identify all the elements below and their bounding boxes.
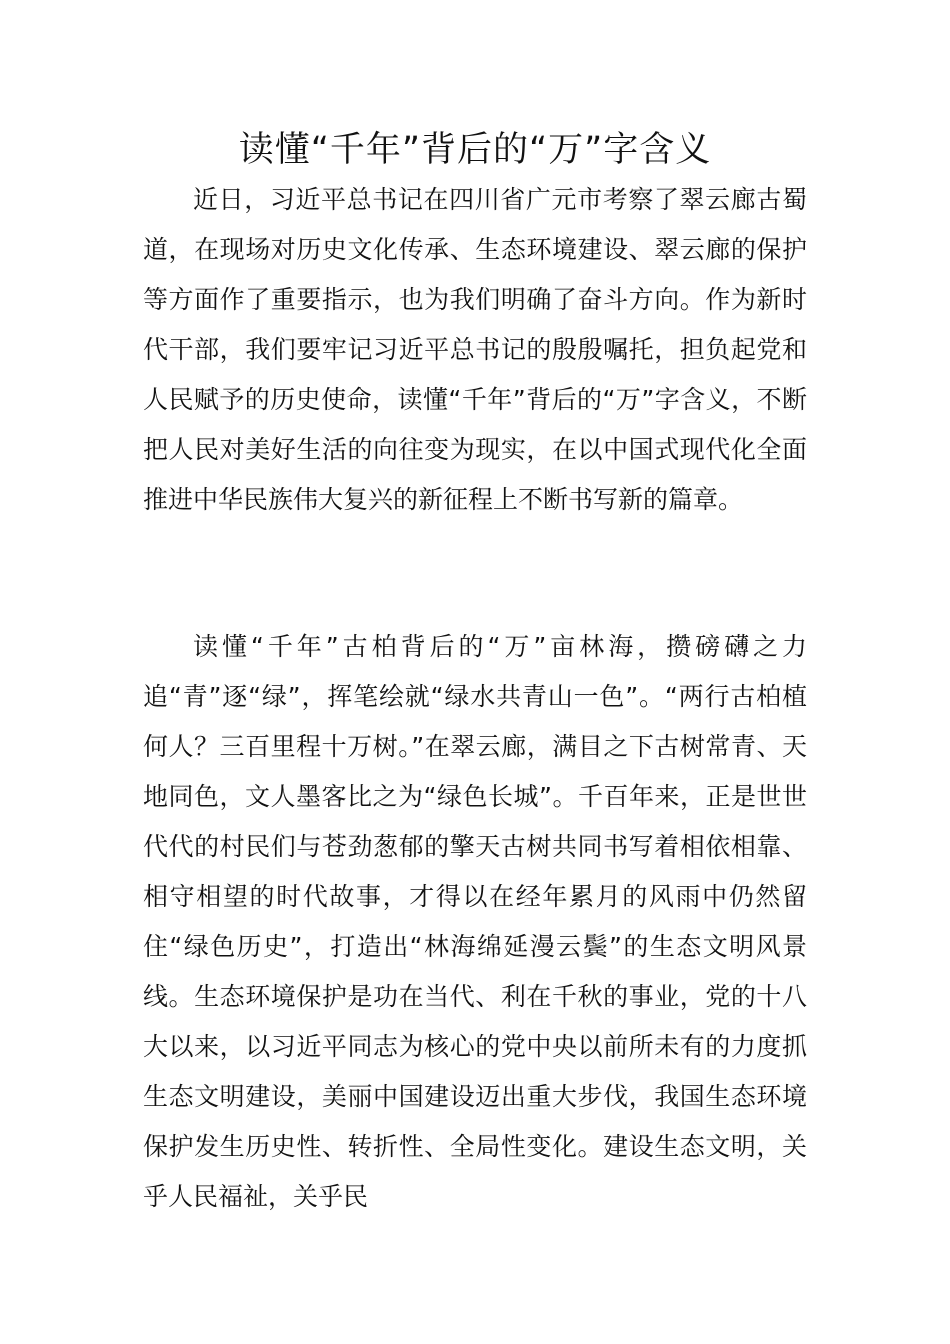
document-title: 读懂“千年”背后的“万”字含义: [238, 130, 712, 170]
paragraph-intro: 近日，习近平总书记在四川省广元市考察了翠云廊古蜀道，在现场对历史文化传承、生态环境建设、翠云廊的保护等方面作了重要指示，也为我们明确了奋斗方向。作为新时代干部，我们要牢记习近平总书记的殷殷嘱托，担负起党和人民赋予的历史使命，读懂“千年”背后的“万”字含义，不断把人民对美好生活的向往变为现实，在以中国式现代化全面推进中华民族伟大复兴的新征程上不断书写新的篇章。: [143, 185, 807, 514]
paragraph-forest: 读懂“千年”古柏背后的“万”亩林海，攒磅礴之力追“青”逐“绿”，挥笔绘就“绿水共青山一色”。“两行古柏植何人？三百里程十万树。”在翠云廊，满目之下古树常青、天地同色，文人墨客比之为“绿色长城”。千百年来，正是世世代代的村民们与苍劲葱郁的擎天古树共同书写着相依相靠、相守相望的时代故事，才得以在经年累月的风雨中仍然留住“绿色历史”，打造出“林海绵延漫云鬓”的生态文明风景线。生态环境保护是功在当代、利在千秋的事业，党的十八大以来，以习近平同志为核心的党中央以前所未有的力度抓生态文明建设，美丽中国建设迈出重大步伐，我国生态环境保护发生历史性、转折性、全局性变化。建设生态文明，关乎人民福祉，关乎民: [143, 632, 807, 1211]
